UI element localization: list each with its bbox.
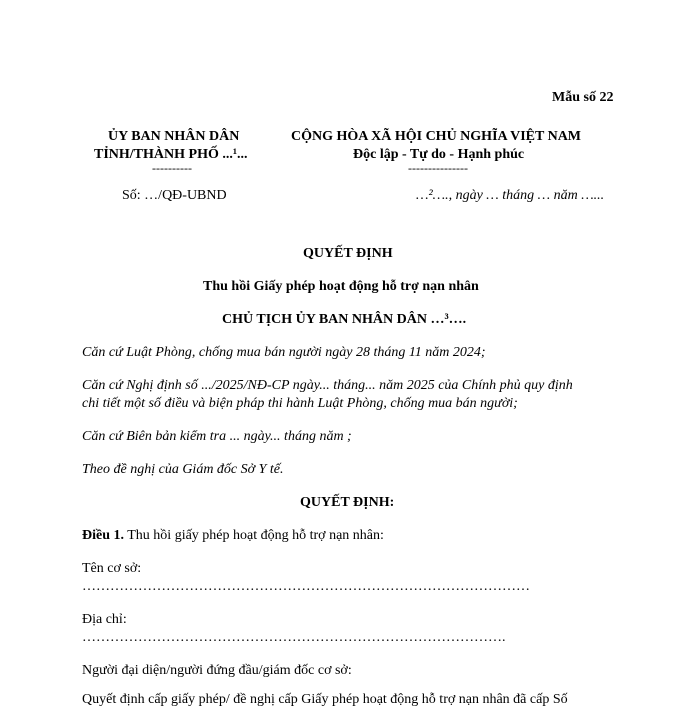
representative-label: Người đại diện/người đứng đầu/giám đốc cơ sở: [82,663,352,678]
article-1-text: Thu hồi giấy phép hoạt động hỗ trợ nạn nhân: [124,528,384,543]
cutoff-line: Quyết định cấp giấy phép/ đề nghị cấp Giấy phép hoạt động hỗ trợ nạn nhân đã cấp Số [82,692,568,707]
org-name-line1: ỦY BAN NHÂN DÂN [108,129,240,144]
place-and-date: …²…., ngày … tháng … năm …... [416,188,605,203]
header-left-divider: ---------- [152,161,192,175]
document-subtitle: Thu hồi Giấy phép hoạt động hỗ trợ nạn nhân [203,279,479,294]
document-title: QUYẾT ĐỊNH [303,246,393,261]
address-label: Địa chỉ: [82,612,127,627]
article-1 [82,528,384,544]
facility-name-label: Tên cơ sở: [82,561,142,576]
org-name-line2: TỈNH/THÀNH PHỐ ...¹... [94,147,248,162]
legal-basis-decree-line2: chi tiết một số điều và biện pháp thi hành Luật Phòng, chống mua bán người; [82,396,518,411]
legal-basis-law: Căn cứ Luật Phòng, chống mua bán người ngày 28 tháng 11 năm 2024; [82,345,486,360]
legal-basis-proposal: Theo đề nghị của Giám đốc Sở Y tế. [82,462,284,477]
address-dots: ………………………………………………………………………………. [82,630,506,645]
legal-basis-inspection-record: Căn cứ Biên bản kiểm tra ... ngày... tháng năm ; [82,429,352,444]
article-1-label: Điều 1. [82,528,124,543]
issuing-authority: CHỦ TỊCH ỦY BAN NHÂN DÂN …³…. [222,312,467,327]
legal-basis-decree-line1: Căn cứ Nghị định số .../2025/NĐ-CP ngày... tháng... năm 2025 của Chính phủ quy định [82,378,573,393]
decision-heading: QUYẾT ĐỊNH: [300,495,395,510]
facility-name-dots: …………………………………………………………………………………… [82,579,530,594]
header-right-divider: --------------- [408,161,468,175]
form-number: Mẫu số 22 [552,90,614,105]
document-number: Số: …/QĐ-UBND [122,188,227,203]
nation-name: CỘNG HÒA XÃ HỘI CHỦ NGHĨA VIỆT NAM [291,129,582,144]
national-motto: Độc lập - Tự do - Hạnh phúc [353,147,525,162]
